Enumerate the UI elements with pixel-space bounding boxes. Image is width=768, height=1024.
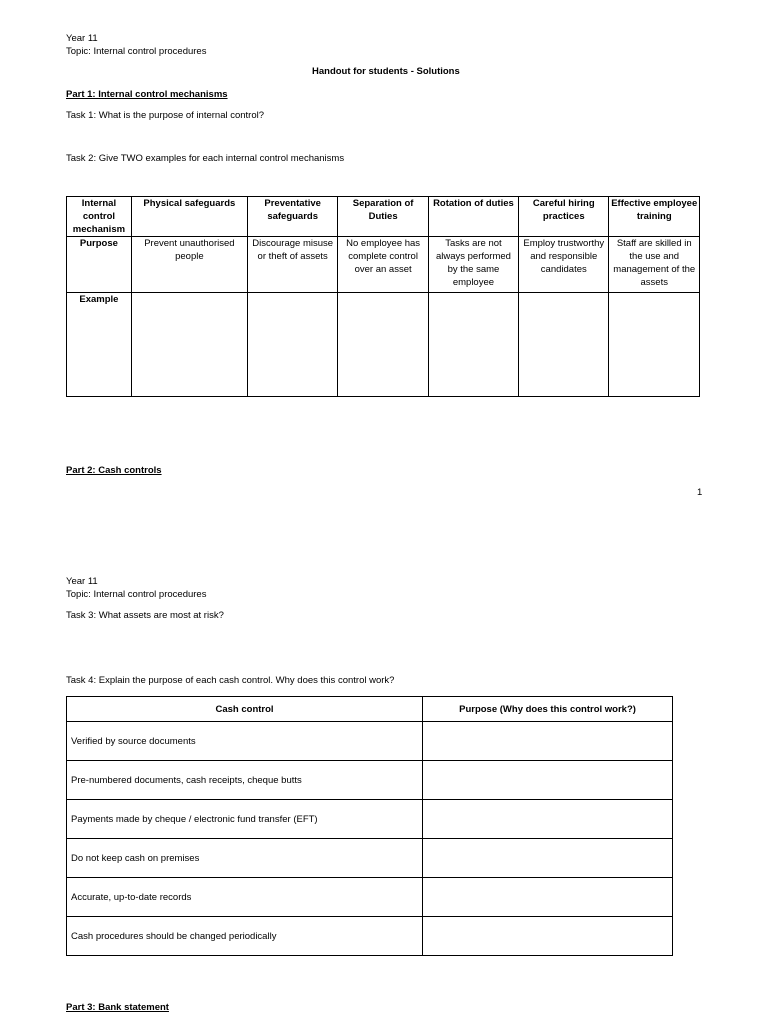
header-cell: Separation of Duties [338,197,428,237]
purpose-answer-cell[interactable] [423,722,673,761]
example-cell[interactable] [131,293,247,397]
purpose-cell: Tasks are not always performed by the same employee [428,237,518,293]
cash-control-cell: Payments made by cheque / electronic fund transfer (EFT) [67,800,423,839]
cash-control-cell: Do not keep cash on premises [67,839,423,878]
purpose-answer-cell[interactable] [423,878,673,917]
header-cell: Preventative safeguards [247,197,338,237]
header-cell: Physical safeguards [131,197,247,237]
purpose-cell: Employ trustworthy and responsible candidates [519,237,609,293]
purpose-label: Purpose [67,237,132,293]
example-cell[interactable] [428,293,518,397]
page-number: 1 [697,487,703,498]
purpose-cell: Discourage misuse or theft of assets [247,237,338,293]
purpose-cell: Staff are skilled in the use and management of the assets [609,237,700,293]
example-label: Example [67,293,132,397]
cash-control-cell: Pre-numbered documents, cash receipts, cheque butts [67,761,423,800]
topic-label: Topic: Internal control procedures [66,589,207,600]
purpose-answer-cell[interactable] [423,839,673,878]
task1-text: Task 1: What is the purpose of internal control? [66,110,265,121]
purpose-cell: Prevent unauthorised people [131,237,247,293]
year-label: Year 11 [66,33,98,44]
task4-text: Task 4: Explain the purpose of each cash control. Why does this control work? [66,675,395,686]
part3-heading: Part 3: Bank statement [66,1002,169,1013]
internal-control-table [66,196,700,397]
example-cell[interactable] [338,293,428,397]
purpose-cell: No employee has complete control over an asset [338,237,428,293]
header-cell: Purpose (Why does this control work?) [423,697,673,722]
header-cell: Careful hiring practices [519,197,609,237]
cash-control-cell: Cash procedures should be changed periodically [67,917,423,956]
task3-text: Task 3: What assets are most at risk? [66,610,224,621]
part2-heading: Part 2: Cash controls [66,465,162,476]
header-cell: Cash control [67,697,423,722]
example-cell[interactable] [609,293,700,397]
purpose-answer-cell[interactable] [423,800,673,839]
cash-control-cell: Accurate, up-to-date records [67,878,423,917]
header-cell: Internal control mechanism [67,197,132,237]
part1-heading: Part 1: Internal control mechanisms [66,89,228,100]
example-cell[interactable] [247,293,338,397]
purpose-answer-cell[interactable] [423,761,673,800]
example-cell[interactable] [519,293,609,397]
cash-control-cell: Verified by source documents [67,722,423,761]
header-cell: Rotation of duties [428,197,518,237]
purpose-answer-cell[interactable] [423,917,673,956]
header-cell: Effective employee training [609,197,700,237]
year-label: Year 11 [66,576,98,587]
page-title: Handout for students - Solutions [312,66,460,77]
cash-control-table [66,696,673,956]
task2-text: Task 2: Give TWO examples for each internal control mechanisms [66,153,345,164]
topic-label: Topic: Internal control procedures [66,46,207,57]
